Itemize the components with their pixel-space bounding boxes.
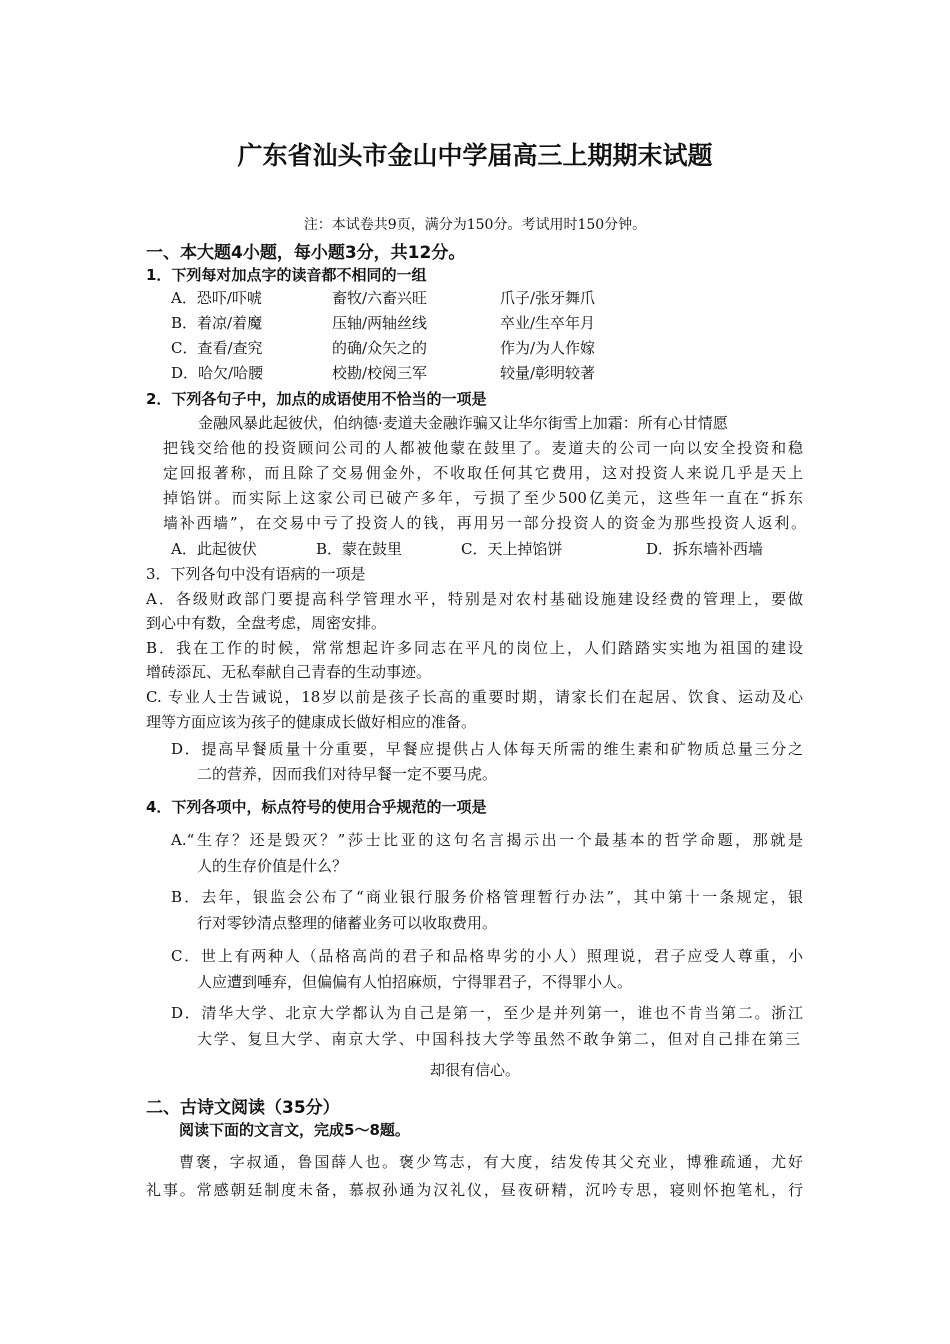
reading-intro: 阅读下面的文言文，完成5～8题。 xyxy=(179,1121,410,1139)
q3-c-line-1: C. 专业人士告诫说，18岁以前是孩子长高的重要时期，请家长们在起居、饮食、运动及心 xyxy=(146,688,803,706)
q2-passage-line-5: 墙补西墙”，在交易中亏了投资人的钱，再用另一部分投资人的资金为那些投资人返利。 xyxy=(163,514,806,532)
q3-stem: 3．下列各句中没有语病的一项是 xyxy=(146,565,366,583)
q4-d-line-1: D．清华大学、北京大学都认为自己是第一，至少是并列第一，谁也不肯当第二。浙江 xyxy=(171,1004,803,1022)
q1-d-3: 较量/彰明较著 xyxy=(500,364,596,382)
q4-a-line-2: 人的生存价值是什么？ xyxy=(197,857,348,875)
page-title: 广东省汕头市金山中学届高三上期期末试题 xyxy=(237,141,713,170)
q1-d-2: 校勘/校阅三军 xyxy=(332,364,428,382)
q1-c-3: 作为/为人作嫁 xyxy=(500,339,596,357)
q4-a-line-1: A.“生存？还是毁灭？”莎士比亚的这句名言揭示出一个最基本的哲学命题，那就是 xyxy=(171,831,803,849)
q1-b-2: 压轴/两轴丝线 xyxy=(332,314,428,332)
q2-passage-line-2: 把钱交给他的投资顾问公司的人都被他蒙在鼓里了。麦道夫的公司一向以安全投资和稳 xyxy=(163,439,803,457)
q4-c-line-2: 人应遭到唾弃，但偏偏有人怕招麻烦，宁得罪君子，不得罪小人。 xyxy=(197,973,633,991)
q2-option-c: C．天上掉馅饼 xyxy=(461,540,563,558)
q2-option-a: A．此起彼伏 xyxy=(171,540,257,558)
q1-c-1: C．查看/查究 xyxy=(171,339,263,357)
q3-b-line-2: 增砖添瓦、无私奉献自己青春的生动事迹。 xyxy=(146,663,432,681)
q1-row-b xyxy=(171,312,595,333)
q1-row-a xyxy=(171,287,595,308)
q4-d-line-3: 却很有信心。 xyxy=(429,1061,520,1079)
q2-stem: 2．下列各句子中，加点的成语使用不恰当的一项是 xyxy=(146,390,487,408)
q4-b-line-2: 行对零钞清点整理的储蓄业务可以收取费用。 xyxy=(197,914,498,932)
q3-a-line-1: A．各级财政部门要提高科学管理水平，特别是对农村基础设施建设经费的管理上，要做 xyxy=(146,590,803,608)
q1-row-d xyxy=(171,362,595,383)
q4-d-line-2: 大学、复旦大学、南京大学、中国科技大学等虽然不敢争第二，但对自己排在第三 xyxy=(197,1030,800,1048)
q3-b-line-1: B．我在工作的时候，常常想起许多同志在平凡的岗位上，人们踏踏实实地为祖国的建设 xyxy=(146,639,803,657)
q2-option-b: B．蒙在鼓里 xyxy=(316,540,403,558)
q1-a-3: 爪子/张牙舞爪 xyxy=(500,289,596,307)
q1-b-3: 卒业/生卒年月 xyxy=(500,314,596,332)
q2-options xyxy=(171,538,763,559)
q1-c-2: 的确/众矢之的 xyxy=(332,339,428,357)
section-1-heading: 一、本大题4小题，每小题3分，共12分。 xyxy=(146,243,466,263)
exam-note: 注：本试卷共9页，满分为150分。考试用时150分钟。 xyxy=(303,217,647,233)
passage2-line-2: 礼事。常感朝廷制度未备，慕叔孙通为汉礼仪，昼夜研精，沉吟专思，寝则怀抱笔札，行 xyxy=(146,1181,803,1199)
q4-stem: 4．下列各项中，标点符号的使用合乎规范的一项是 xyxy=(146,798,487,816)
q2-passage-line-3: 定回报著称，而且除了交易佣金外，不收取任何其它费用，这对投资人来说几乎是天上 xyxy=(163,464,803,482)
passage2-line-1: 曹褒，字叔通，鲁国薛人也。褒少笃志，有大度，结发传其父充业，博雅疏通，尤好 xyxy=(179,1153,803,1171)
q2-passage-line-1: 金融风暴此起彼伏，伯纳德·麦道夫金融诈骗又让华尔街雪上加霜：所有心甘情愿 xyxy=(198,414,728,432)
q1-b-1: B．着凉/着魔 xyxy=(171,314,263,332)
q3-d-line-2: 二的营养，因而我们对待早餐一定不要马虎。 xyxy=(197,765,498,783)
q1-row-c xyxy=(171,337,595,358)
section-2-heading: 二、古诗文阅读（35分） xyxy=(146,1098,340,1118)
q1-d-1: D．哈欠/哈腰 xyxy=(171,364,264,382)
q2-passage-line-4: 掉馅饼。而实际上这家公司已破产多年，亏损了至少500亿美元，这些年一直在“拆东 xyxy=(163,489,803,507)
q1-a-2: 畜牧/六畜兴旺 xyxy=(332,289,428,307)
q4-c-line-1: C．世上有两种人（品格高尚的君子和品格卑劣的小人）照理说，君子应受人尊重，小 xyxy=(171,947,803,965)
q3-a-line-2: 到心中有数，全盘考虑，周密安排。 xyxy=(146,614,387,632)
q1-a-1: A．恐吓/吓唬 xyxy=(171,289,262,307)
q1-stem: 1．下列每对加点字的读音都不相同的一组 xyxy=(146,266,427,284)
q3-c-line-2: 理等方面应该为孩子的健康成长做好相应的准备。 xyxy=(146,713,477,731)
q4-b-line-1: B．去年，银监会公布了“商业银行服务价格管理暂行办法”，其中第十一条规定，银 xyxy=(171,888,803,906)
q2-option-d: D．拆东墙补西墙 xyxy=(646,540,764,558)
q3-d-line-1: D．提高早餐质量十分重要，早餐应提供占人体每天所需的维生素和矿物质总量三分之 xyxy=(171,740,803,758)
